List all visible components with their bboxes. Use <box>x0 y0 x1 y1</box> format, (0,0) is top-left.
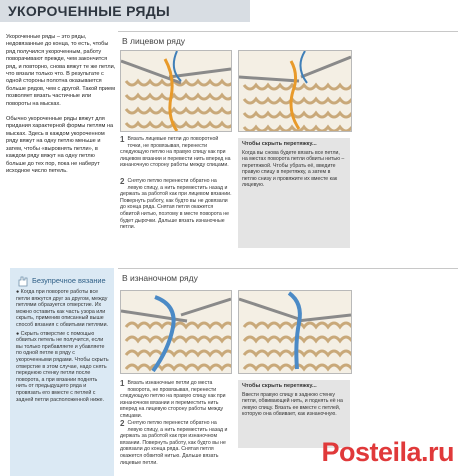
section-heading-front: В лицевом ряду <box>122 36 186 46</box>
page-title: УКОРОЧЕННЫЕ РЯДЫ <box>8 3 171 19</box>
list-item-text: Скрыть отверстие с помощью обвитых петель не получится, если вы только прибавляете и убавляете по одной петле в ряду с укороченными рядами. Чтобы скрыть отверстие в этом случае, надо снять переднюю стенку петли после поворота, а при вязании поднять нить от предыдущего ряда и провязать его вместе с петлей с задней петли расположенной ниже. <box>16 330 109 403</box>
step-text: Снятую петлю перенести обратно на левую спицу, а нить переместить назад и держать за работой как при изнаночном вязании. Повернуть работу, как будто вы не довязали до конца ряда. Снятая петля окажется обвитой нитью. Дальше вязать лицевые петли. <box>120 420 228 466</box>
step-text: Вязать лицевые петли до поворотной точки, не провязывая, перенести следующую петлю на правую спицу как при лицевом вязании и перевести нить вперед на изнаночную сторону работы между спицами. <box>120 136 231 169</box>
hand-icon <box>16 274 30 288</box>
intro-paragraph: Обычно укороченные ряды вяжут для придания характерной формы петлям на мысках. Здесь в каждом укороченном ряду вяжут на одну петлю меньше и затем, чтобы «выровнять петли», в каждом ряду вяжут на одну петлю больше до тех пор, пока не наберут исходное число петель. <box>6 116 114 174</box>
illustration-back-1 <box>120 290 232 374</box>
illustration-back-2 <box>238 290 352 374</box>
step-number: 2 <box>120 177 125 186</box>
instruction-step <box>120 420 232 466</box>
list-item: ● Когда при повороте работы все петли вяжутся друг за другом, между петлями образуется отверстие. Их можно оставить как часть узора или скрыть, применив описанный выше способ вязания с обвитыми петлями. <box>16 289 108 328</box>
list-item: ● Скрыть отверстие с помощью обвитых петель не получится, если вы только прибавляете и убавляете по одной петле в ряду с укороченными рядами. Чтобы скрыть отверстие в этом случае, надо снять переднюю стенку петли после поворота, а при вязании поднять нить от предыдущего ряда и провязать его вместе с петлей с задней петли расположенной ниже. <box>16 330 109 403</box>
knitting-illustration <box>239 291 351 373</box>
sidebar-title: Безупречное вязание <box>32 276 106 285</box>
hint-text: Ввести правую спицу в заднюю стенку петли, обвивающей нить, и поднять её на левую спицу. Вязать ее вместе с петлей, которую она обвивает, как изнаночную. <box>242 391 343 417</box>
step-text: Вязать изнаночные петли до места поворота, не провязывая, перенести следующую петлю на правую спицу как при изнаночном вязании и переместить нить вперед на лицевую сторону работы между спицами. <box>120 380 226 419</box>
illustration-front-1 <box>120 50 232 132</box>
hint-title: Чтобы скрыть перетяжку... <box>242 383 317 389</box>
list-item-text: Когда при повороте работы все петли вяжутся друг за другом, между петлями образуется отверстие. Их можно оставить как часть узора или скрыть, применив описанный выше способ вязания с обвитыми петлями. <box>16 289 108 328</box>
step-text: Снятую петлю перенести обратно на левую спицу, а нить переместить назад и держать за работой как при лицевом вязании. Повернуть работу, как будто вы не довязали до конца ряда. Снятая петля окажется обвитой нитью, поэтому в месте поворота не будет дырочки. Дальше вязать изнаночные петли. <box>120 178 232 231</box>
step-number: 1 <box>120 379 125 388</box>
intro-paragraph: Укороченные ряды – это ряды, недовязанные до конца, то есть, чтобы ряд получился укороченным, работу поворачивают прежде, чем закончится ряд, и повторно, снова вяжут те же петли, что вязали только что. В результате с одной стороны полотна оказывается больше рядов, чем с другой. Такой прием позволяет вязать частичные или повороты на мысках. <box>6 34 116 107</box>
illustration-front-2 <box>238 50 352 132</box>
knitting-illustration <box>121 291 231 373</box>
hint-box <box>238 138 350 248</box>
step-number: 1 <box>120 135 125 144</box>
sidebar-text <box>10 289 114 403</box>
hint-text: Когда вы снова будете вязать все петли, на местах поворота петли обвиты нитью – перетяжкой. Чтобы убрать её, введите правую спицу в перетяжку, а затем в петлю снизу и провяжите их вместе как лицевую. <box>242 149 345 188</box>
section-divider <box>118 268 458 269</box>
instruction-step <box>120 178 232 231</box>
section-heading-back: В изнаночном ряду <box>122 273 198 283</box>
sidebar-tip-box <box>10 268 114 476</box>
instruction-step <box>120 136 232 169</box>
intro-text <box>6 34 116 181</box>
watermark: Posteila.ru <box>321 437 454 467</box>
knitting-illustration <box>239 51 351 131</box>
step-number: 2 <box>120 419 125 428</box>
instruction-step <box>120 380 232 420</box>
hint-title: Чтобы скрыть перетяжку... <box>242 141 317 147</box>
knitting-illustration <box>121 51 231 131</box>
section-divider <box>118 31 458 32</box>
